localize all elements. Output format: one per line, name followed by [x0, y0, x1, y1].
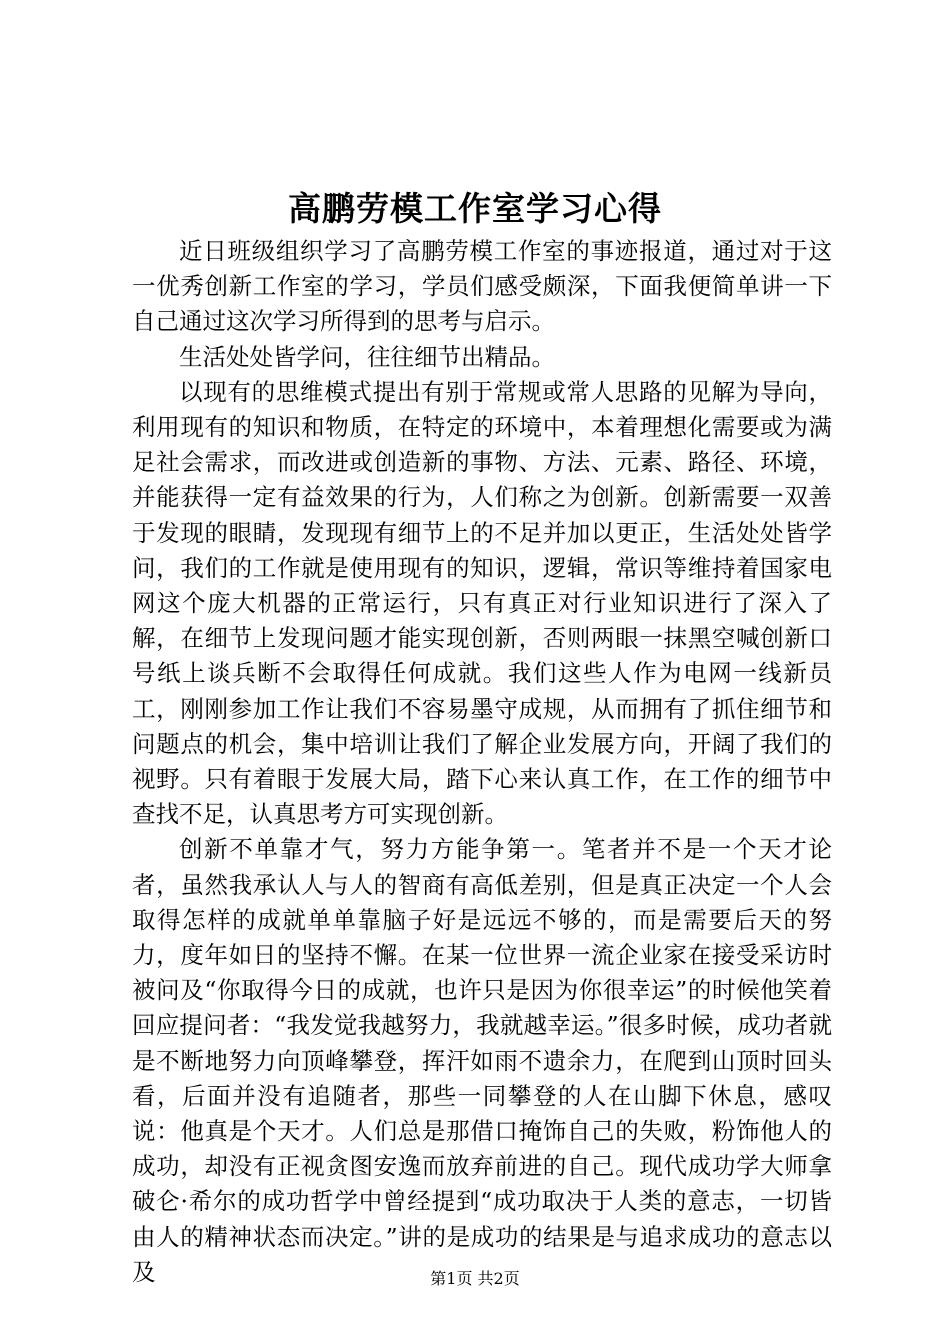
- document-title: 高鹏劳模工作室学习心得: [288, 189, 662, 228]
- paragraph-heading-1: 生活处处皆学问，往往细节出精品。: [179, 342, 555, 371]
- paragraph-innovation: 以现有的思维模式提出有别于常规或常人思路的见解为导向，利用现有的知识和物质，在特定的环境中，本着理想化需要或为满足社会需求，而改进或创造新的事物、方法、元素、路径、环境，并能获得一定有益效果的行为，人们称之为创新。创新需要一双善于发现的眼睛，发现现有细节上的不足并加以更正，生活处处皆学问，我们的工作就是使用现有的知识，逻辑，常识等维持着国家电网这个庞大机器的正常运行，只有真正对行业知识进行了深入了解，在细节上发现问题才能实现创新，否则两眼一抹黑空喊创新口号纸上谈兵断不会取得任何成就。我们这些人作为电网一线新员工，刚刚参加工作让我们不容易墨守成规，从而拥有了抓住细节和问题点的机会，集中培训让我们了解企业发展方向，开阔了我们的视野。只有着眼于发展大局，踏下心来认真工作，在工作的细节中查找不足，认真思考方可实现创新。: [132, 377, 832, 829]
- paragraph-intro: 近日班级组织学习了高鹏劳模工作室的事迹报道，通过对于这一优秀创新工作室的学习，学员们感受颇深，下面我便简单讲一下自己通过这次学习所得到的思考与启示。: [132, 237, 832, 336]
- paragraph-effort: 创新不单靠才气，努力方能争第一。笔者并不是一个天才论者，虽然我承认人与人的智商有高低差别，但是真正决定一个人会取得怎样的成就单单靠脑子好是远远不够的，而是需要后天的努力，度年如日的坚持不懈。在某一位世界一流企业家在接受采访时被问及“你取得今日的成就，也许只是因为你很幸运”的时候他笑着回应提问者：“我发觉我越努力，我就越幸运。”很多时候，成功者就是不断地努力向顶峰攀登，挥汗如雨不遗余力，在爬到山顶时回头看，后面并没有追随者，那些一同攀登的人在山脚下休息，感叹说：他真是个天才。人们总是那借口掩饰自己的失败，粉饰他人的成功，却没有正视贪图安逸而放弃前进的自己。现代成功学大师拿破仑·希尔的成功哲学中曾经提到“成功取决于人类的意志，一切皆由人的精神状态而决定。”讲的是成功的结果是与追求成功的意志以及: [132, 835, 832, 1286]
- document-body: [132, 234, 832, 1290]
- page-footer: 第1页 共2页: [430, 1269, 520, 1288]
